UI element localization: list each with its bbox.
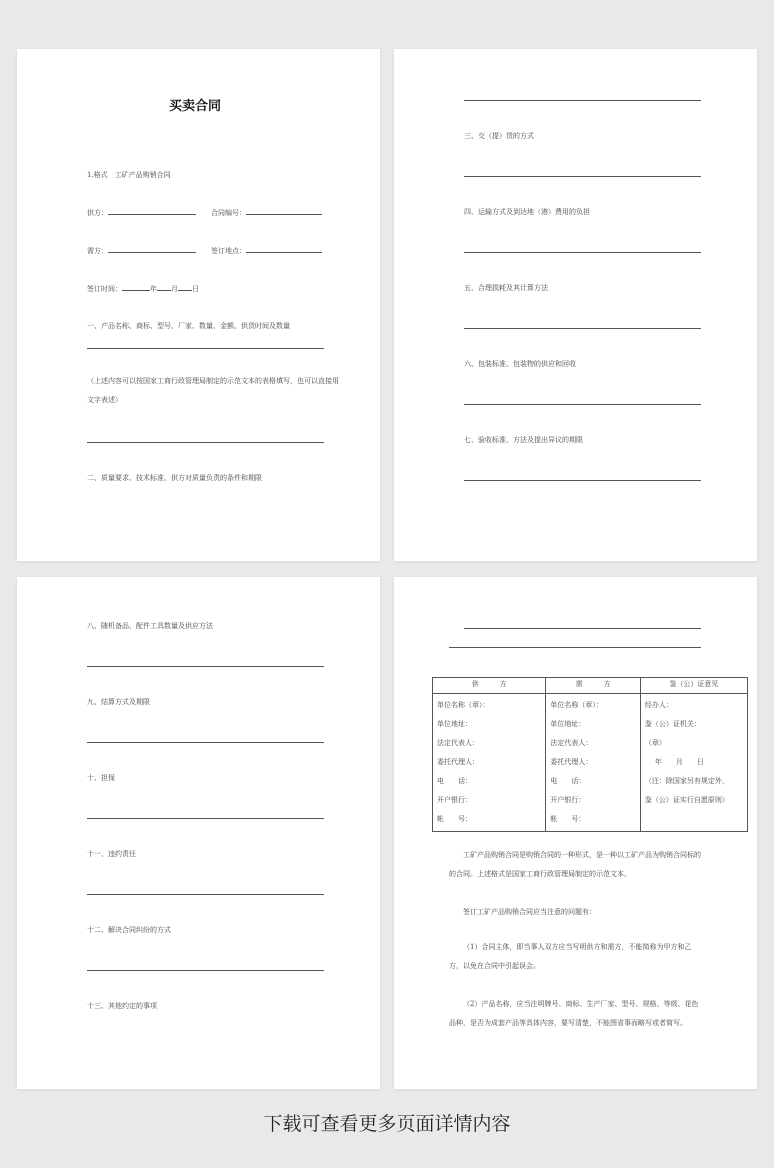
buyer-account: 帐 号： <box>550 815 586 823</box>
contract-no-label: 合同编号： <box>211 209 246 217</box>
download-caption[interactable]: 下载可查看更多页面详情内容 <box>263 1113 511 1135</box>
buyer-phone: 电 话： <box>550 777 586 785</box>
sign-place-label: 签订地点： <box>211 247 246 255</box>
sign-place-field[interactable] <box>211 245 322 256</box>
section-11-heading: 十一、违约责任 <box>87 850 136 858</box>
buyer-agent: 委托代理人： <box>550 758 593 766</box>
section-13-heading: 十三、其他约定的事项 <box>87 1002 157 1010</box>
section-10-heading: 十、担保 <box>87 774 115 782</box>
cert-handler: 经办人： <box>644 701 673 709</box>
cert-note-1: （注：除国家另有规定外， <box>644 777 729 785</box>
note-paragraph: （上述内容可以按国家工商行政管理局制定的示范文本的表格填写，也可以直接用文字表述） <box>87 377 339 404</box>
certification-column-header: 鉴（公）证意见 <box>640 678 747 694</box>
year-label: 年 <box>150 285 157 293</box>
explanation-paragraph-3: （1）合同主体，即当事人双方应当写明供方和需方，不能简称为甲方和乙方，以免在合同中引起误会。 <box>449 943 692 970</box>
supplier-info-cell[interactable] <box>433 694 546 832</box>
contract-page-2 <box>394 49 757 561</box>
cert-note-2: 鉴（公）证实行自愿原则） <box>644 796 729 804</box>
supplier-field[interactable] <box>87 207 196 218</box>
explanation-paragraph-1: 工矿产品购销合同是购销合同的一种形式，是一种以工矿产品为购销合同标的的合同。上述格式是国家工商行政管理局制定的示范文本。 <box>449 851 701 878</box>
section-12-heading: 十二、解决合同纠纷的方式 <box>87 926 171 934</box>
month-label: 月 <box>171 285 178 293</box>
buyer-bank: 开户银行： <box>550 796 586 804</box>
supplier-address: 单位地址： <box>437 720 472 728</box>
supplier-legal-rep: 法定代表人： <box>437 739 479 747</box>
section-7-blank-line[interactable] <box>464 480 701 481</box>
supplier-bank: 开户银行： <box>437 796 472 804</box>
day-blank[interactable] <box>178 283 192 291</box>
day-label: 日 <box>192 285 199 293</box>
explanation-paragraph-2: 签订工矿产品购销合同应当注意的问题有： <box>463 908 596 916</box>
supplier-label: 供方： <box>87 209 108 217</box>
cert-seal: （章） <box>644 739 666 747</box>
buyer-blank[interactable] <box>108 245 196 253</box>
buyer-unit-name: 单位名称（章）： <box>550 701 603 709</box>
section-1-blank-line[interactable] <box>87 348 324 349</box>
section-1-heading: 一、产品名称、商标、型号、厂家、数量、金额、供货时间及数量 <box>87 322 290 330</box>
supplier-phone: 电 话： <box>437 777 472 785</box>
section-10-blank-line[interactable] <box>87 818 324 819</box>
note-blank-line[interactable] <box>87 442 324 443</box>
buyer-address: 单位地址： <box>550 720 586 728</box>
explanation-paragraph-4: （2）产品名称，应当注明牌号、商标、生产厂家、型号、规格、等级、花色品种，是否为成套产品等具体内容，要写清楚，不能图省事而略写或者简写。 <box>449 1000 699 1027</box>
section-4-heading: 四、运输方式及到达地（港）费用的负担 <box>464 208 590 216</box>
supplier-agent: 委托代理人： <box>437 758 479 766</box>
section-7-heading: 七、验收标准、方法及提出异议的期限 <box>464 436 583 444</box>
contract-no-blank[interactable] <box>246 207 322 215</box>
page-title: 买卖合同 <box>169 99 222 114</box>
year-blank[interactable] <box>122 283 150 291</box>
section-5-heading: 五、合理损耗及其计算方法 <box>464 284 548 292</box>
buyer-column-header: 需 方 <box>546 678 641 694</box>
section-9-blank-line[interactable] <box>87 742 324 743</box>
section-11-blank-line[interactable] <box>87 894 324 895</box>
buyer-label: 需方： <box>87 247 108 255</box>
top-blank-line[interactable] <box>464 100 701 101</box>
section-3-blank-line[interactable] <box>464 176 701 177</box>
contract-page-3 <box>17 577 380 1089</box>
section-9-heading: 九、结算方式及期限 <box>87 698 150 706</box>
section-4-blank-line[interactable] <box>464 252 701 253</box>
top-blank-line-1[interactable] <box>464 628 701 629</box>
supplier-blank[interactable] <box>108 207 196 215</box>
cert-date: 年 月 日 <box>654 758 704 766</box>
section-3-heading: 三、交（提）货的方式 <box>464 132 534 140</box>
certification-cell[interactable] <box>640 694 747 832</box>
sign-time-field[interactable] <box>87 283 199 294</box>
contract-no-field[interactable] <box>211 207 322 218</box>
section-5-blank-line[interactable] <box>464 328 701 329</box>
sign-place-blank[interactable] <box>246 245 322 253</box>
contract-page-1 <box>17 49 380 561</box>
section-6-heading: 六、包装标准、包装物的供应和回收 <box>464 360 576 368</box>
cert-authority: 鉴（公）证机关： <box>644 720 701 728</box>
month-blank[interactable] <box>157 283 171 291</box>
format-line: 1.格式 工矿产品购销合同 <box>87 171 171 179</box>
top-blank-line-2[interactable] <box>449 647 701 648</box>
supplier-account: 帐 号： <box>437 815 472 823</box>
contract-page-4 <box>394 577 757 1089</box>
supplier-unit-name: 单位名称（章）： <box>437 701 490 709</box>
section-12-blank-line[interactable] <box>87 970 324 971</box>
section-6-blank-line[interactable] <box>464 404 701 405</box>
buyer-legal-rep: 法定代表人： <box>550 739 593 747</box>
buyer-field[interactable] <box>87 245 196 256</box>
supplier-column-header: 供 方 <box>433 678 546 694</box>
sign-time-label: 签订时间： <box>87 285 122 293</box>
section-8-heading: 八、随机备品、配件工具数量及供应方法 <box>87 622 213 630</box>
section-2-heading: 二、质量要求、技术标准、供方对质量负责的条件和期限 <box>87 474 262 482</box>
section-8-blank-line[interactable] <box>87 666 324 667</box>
signature-table <box>432 677 748 832</box>
buyer-info-cell[interactable] <box>546 694 641 832</box>
